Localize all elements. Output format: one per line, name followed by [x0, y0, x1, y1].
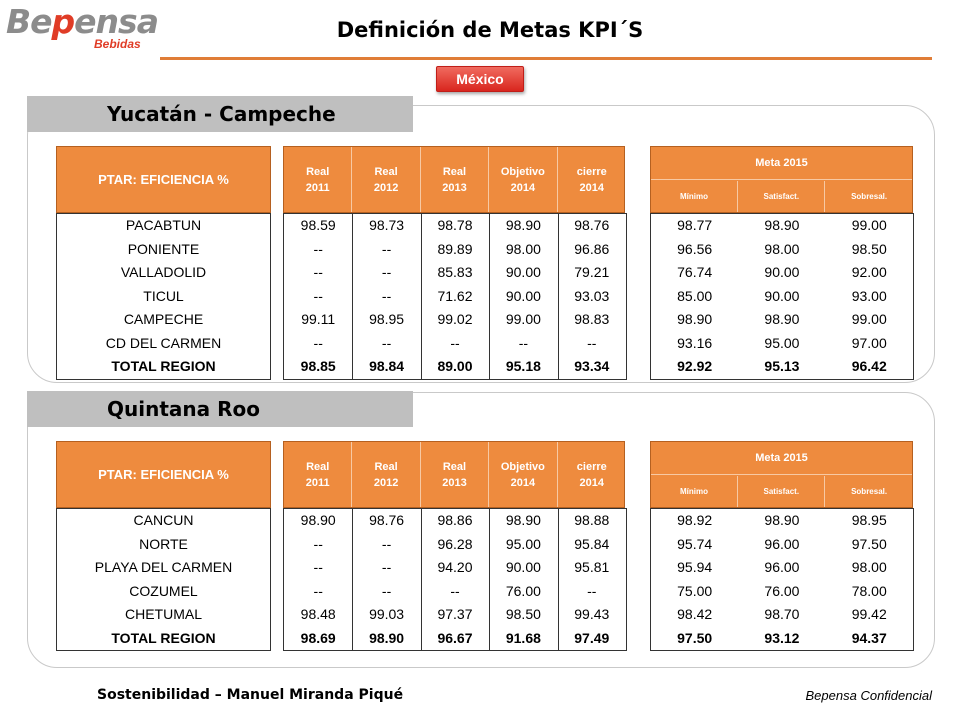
- plant-name: CD DEL CARMEN: [105, 334, 222, 351]
- meta-value-cell: 98.50: [851, 240, 887, 257]
- years-columns: [283, 213, 627, 380]
- meta-value-cell: 95.13: [764, 358, 800, 374]
- meta-value-cell: 98.00: [764, 240, 800, 257]
- plant-name: NORTE: [139, 535, 188, 552]
- table-row-label: [57, 238, 272, 261]
- value-cell: --: [313, 334, 323, 351]
- region-title-2: Quintana Roo: [27, 391, 413, 427]
- meta-value-cell: 99.00: [851, 311, 887, 327]
- value-cell: 98.59: [300, 217, 336, 233]
- meta-header: Meta 2015: [651, 147, 912, 180]
- meta-value-cell: 76.00: [764, 582, 800, 599]
- value-cell: --: [313, 582, 323, 599]
- value-cell: 95.81: [574, 559, 610, 575]
- year-headers: [283, 146, 625, 213]
- meta-header: Meta 2015: [651, 442, 912, 475]
- meta-header-group: [650, 441, 913, 508]
- value-cell: 85.83: [437, 264, 473, 280]
- table-row-label: [57, 556, 272, 579]
- meta-value-cell: 92.92: [677, 358, 713, 374]
- label-column: [56, 213, 271, 380]
- table-row: [284, 238, 626, 261]
- label-column: [56, 508, 271, 651]
- meta-row: [651, 509, 913, 532]
- table-row: [284, 603, 626, 626]
- table-row: [284, 509, 626, 532]
- plant-name: COZUMEL: [129, 582, 198, 599]
- table-row-label: [57, 533, 272, 556]
- value-cell: --: [313, 264, 323, 280]
- table-row-label: [57, 332, 272, 355]
- value-cell: --: [381, 287, 392, 304]
- meta-value-cell: 98.92: [677, 512, 713, 528]
- value-cell: 89.89: [437, 240, 473, 257]
- value-cell: 96.86: [574, 240, 610, 257]
- meta-value-cell: 76.74: [677, 264, 713, 280]
- meta-row: [651, 332, 913, 355]
- value-cell: --: [313, 240, 323, 257]
- table-row: [284, 533, 626, 556]
- meta-value-cell: 98.95: [851, 512, 887, 528]
- value-cell: 93.34: [574, 358, 610, 374]
- year-header-cell: Real 2011: [284, 442, 352, 507]
- value-cell: 98.78: [437, 217, 473, 233]
- meta-row: [651, 238, 913, 261]
- plant-name: VALLADOLID: [120, 264, 207, 280]
- footer-confidential: Bepensa Confidencial: [805, 688, 932, 703]
- meta-value-cell: 98.90: [764, 311, 800, 327]
- value-cell: 98.00: [505, 240, 541, 257]
- value-cell: 71.62: [437, 287, 473, 304]
- value-cell: 98.88: [574, 512, 610, 528]
- meta-value-cell: 96.42: [851, 358, 887, 374]
- meta-subheader-cell: Sobresal.: [851, 487, 888, 496]
- logo-subtitle: Bebidas: [94, 37, 141, 51]
- table-row-label: [57, 308, 272, 331]
- meta-value-cell: 93.00: [851, 287, 887, 304]
- meta-value-cell: 85.00: [677, 287, 713, 304]
- meta-value-cell: 95.00: [764, 334, 800, 351]
- table-row-label: [57, 580, 272, 603]
- value-cell: 98.90: [505, 217, 541, 233]
- plant-name: CANCUN: [133, 512, 194, 528]
- meta-header-group: [650, 146, 913, 213]
- value-cell: 98.50: [505, 606, 541, 622]
- value-cell: 96.28: [437, 535, 473, 552]
- value-cell: --: [313, 559, 323, 575]
- value-cell: 97.49: [574, 629, 610, 646]
- value-cell: 98.86: [437, 512, 473, 528]
- meta-value-cell: 96.56: [677, 240, 713, 257]
- year-header-cell: cierre 2014: [576, 165, 607, 194]
- table-row: [284, 580, 626, 603]
- table-row: [284, 261, 626, 284]
- value-cell: 98.73: [369, 217, 405, 233]
- meta-value-cell: 93.12: [764, 629, 800, 646]
- meta-value-cell: 98.70: [764, 606, 800, 622]
- table-row: [284, 355, 626, 378]
- value-cell: 98.84: [369, 358, 405, 374]
- meta-value-cell: 95.94: [677, 559, 713, 575]
- total-row-label: [57, 627, 272, 650]
- value-cell: 99.00: [505, 311, 541, 327]
- meta-value-cell: 98.42: [677, 606, 713, 622]
- year-header-cell: Objetivo 2014: [489, 147, 557, 212]
- meta-value-cell: 75.00: [677, 582, 713, 599]
- value-cell: --: [587, 334, 597, 351]
- value-cell: 93.03: [574, 287, 610, 304]
- year-header-cell: Real 2013: [421, 442, 489, 507]
- plant-name: TOTAL REGION: [111, 358, 216, 374]
- year-header-cell: Real 2012: [352, 147, 420, 212]
- bepensa-logo: [6, 4, 156, 56]
- region-title-1: Yucatán - Campeche: [27, 96, 413, 132]
- meta-value-cell: 96.00: [764, 559, 800, 575]
- table-row: [284, 556, 626, 579]
- meta-subheader-cell: Satisfact.: [738, 476, 825, 507]
- year-header-cell: Real 2012: [352, 442, 420, 507]
- year-header-cell: Real 2013: [421, 147, 489, 212]
- year-headers: [283, 441, 625, 508]
- footer-author: Sostenibilidad – Manuel Miranda Piqué: [97, 687, 404, 703]
- meta-value-cell: 98.77: [677, 217, 713, 233]
- plant-name: CHETUMAL: [124, 606, 202, 622]
- table-row: [284, 332, 626, 355]
- years-columns: [283, 508, 627, 651]
- value-cell: --: [381, 559, 392, 575]
- plant-name: TICUL: [143, 287, 184, 304]
- value-cell: --: [381, 582, 392, 599]
- meta-subheader-cell: Sobresal.: [851, 192, 888, 201]
- value-cell: --: [313, 287, 323, 304]
- year-header-cell: Real 2011: [284, 147, 352, 212]
- meta-row: [651, 308, 913, 331]
- value-cell: 94.20: [437, 559, 473, 575]
- title-divider: [160, 57, 932, 60]
- value-cell: 98.69: [300, 629, 336, 646]
- meta-value-cell: 90.00: [764, 264, 800, 280]
- value-cell: 98.76: [369, 512, 405, 528]
- logo-wordmark: Bepensa: [6, 2, 158, 41]
- page-title: Definición de Metas KPI´S: [336, 18, 644, 42]
- meta-value-cell: 97.00: [851, 334, 887, 351]
- value-cell: 97.37: [437, 606, 473, 622]
- plant-name: PACABTUN: [125, 217, 202, 233]
- value-cell: 98.90: [505, 512, 541, 528]
- value-cell: 98.90: [369, 629, 405, 646]
- meta-value-cell: 98.90: [764, 512, 800, 528]
- country-badge: México: [436, 66, 524, 92]
- value-cell: 90.00: [505, 559, 541, 575]
- table-row-label: [57, 261, 272, 284]
- value-cell: --: [587, 582, 597, 599]
- meta-value-cell: 98.90: [764, 217, 800, 233]
- value-cell: --: [381, 334, 392, 351]
- plant-name: CAMPECHE: [123, 311, 204, 327]
- meta-row: [651, 627, 913, 650]
- value-cell: 98.85: [300, 358, 336, 374]
- value-cell: --: [381, 264, 392, 280]
- meta-value-cell: 99.42: [851, 606, 887, 622]
- value-cell: 99.02: [437, 311, 473, 327]
- value-cell: 98.76: [574, 217, 610, 233]
- value-cell: --: [381, 535, 392, 552]
- value-cell: --: [450, 582, 460, 599]
- meta-value-cell: 98.90: [677, 311, 713, 327]
- plant-name: TOTAL REGION: [111, 629, 216, 646]
- value-cell: --: [381, 240, 392, 257]
- meta-row: [651, 261, 913, 284]
- value-cell: 79.21: [574, 264, 610, 280]
- plant-name: PONIENTE: [127, 240, 200, 257]
- value-cell: 96.67: [437, 629, 473, 646]
- value-cell: --: [450, 334, 460, 351]
- meta-value-cell: 95.74: [677, 535, 713, 552]
- value-cell: 99.43: [574, 606, 610, 622]
- table-row: [284, 308, 626, 331]
- plant-name: PLAYA DEL CARMEN: [94, 559, 233, 575]
- meta-value-cell: 97.50: [677, 629, 713, 646]
- meta-value-cell: 92.00: [851, 264, 887, 280]
- meta-value-cell: 98.00: [851, 559, 887, 575]
- meta-columns: [650, 213, 914, 380]
- value-cell: 89.00: [437, 358, 473, 374]
- meta-row: [651, 556, 913, 579]
- value-cell: 95.00: [505, 535, 541, 552]
- table-row: [284, 627, 626, 650]
- value-cell: 91.68: [505, 629, 541, 646]
- table-row: [284, 285, 626, 308]
- value-cell: 95.84: [574, 535, 610, 552]
- table-row-label: [57, 603, 272, 626]
- table-row-label: [57, 509, 272, 532]
- total-row-label: [57, 355, 272, 378]
- meta-row: [651, 355, 913, 378]
- year-header-cell: cierre 2014: [576, 460, 607, 489]
- label-header: PTAR: EFICIENCIA %: [56, 146, 271, 213]
- meta-value-cell: 94.37: [851, 629, 887, 646]
- value-cell: 76.00: [505, 582, 541, 599]
- value-cell: --: [518, 334, 529, 351]
- meta-value-cell: 96.00: [764, 535, 800, 552]
- value-cell: --: [313, 535, 323, 552]
- year-header-cell: Objetivo 2014: [489, 442, 557, 507]
- table-row: [284, 214, 626, 237]
- meta-subheader-cell: Mínimo: [651, 476, 738, 507]
- meta-value-cell: 99.00: [851, 217, 887, 233]
- label-header: PTAR: EFICIENCIA %: [56, 441, 271, 508]
- value-cell: 95.18: [505, 358, 541, 374]
- meta-row: [651, 533, 913, 556]
- meta-columns: [650, 508, 914, 651]
- value-cell: 90.00: [505, 287, 541, 304]
- meta-value-cell: 97.50: [851, 535, 887, 552]
- table-row-label: [57, 285, 272, 308]
- table-row-label: [57, 214, 272, 237]
- value-cell: 98.95: [369, 311, 405, 327]
- meta-row: [651, 285, 913, 308]
- meta-subheader-cell: Satisfact.: [738, 181, 825, 212]
- value-cell: 98.48: [300, 606, 336, 622]
- value-cell: 99.11: [301, 311, 336, 327]
- value-cell: 90.00: [505, 264, 541, 280]
- meta-row: [651, 603, 913, 626]
- meta-row: [651, 580, 913, 603]
- meta-value-cell: 90.00: [764, 287, 800, 304]
- value-cell: 98.90: [300, 512, 336, 528]
- meta-subheader-cell: Mínimo: [651, 181, 738, 212]
- meta-row: [651, 214, 913, 237]
- value-cell: 99.03: [369, 606, 405, 622]
- value-cell: 98.83: [574, 311, 610, 327]
- meta-value-cell: 78.00: [851, 582, 887, 599]
- meta-value-cell: 93.16: [677, 334, 713, 351]
